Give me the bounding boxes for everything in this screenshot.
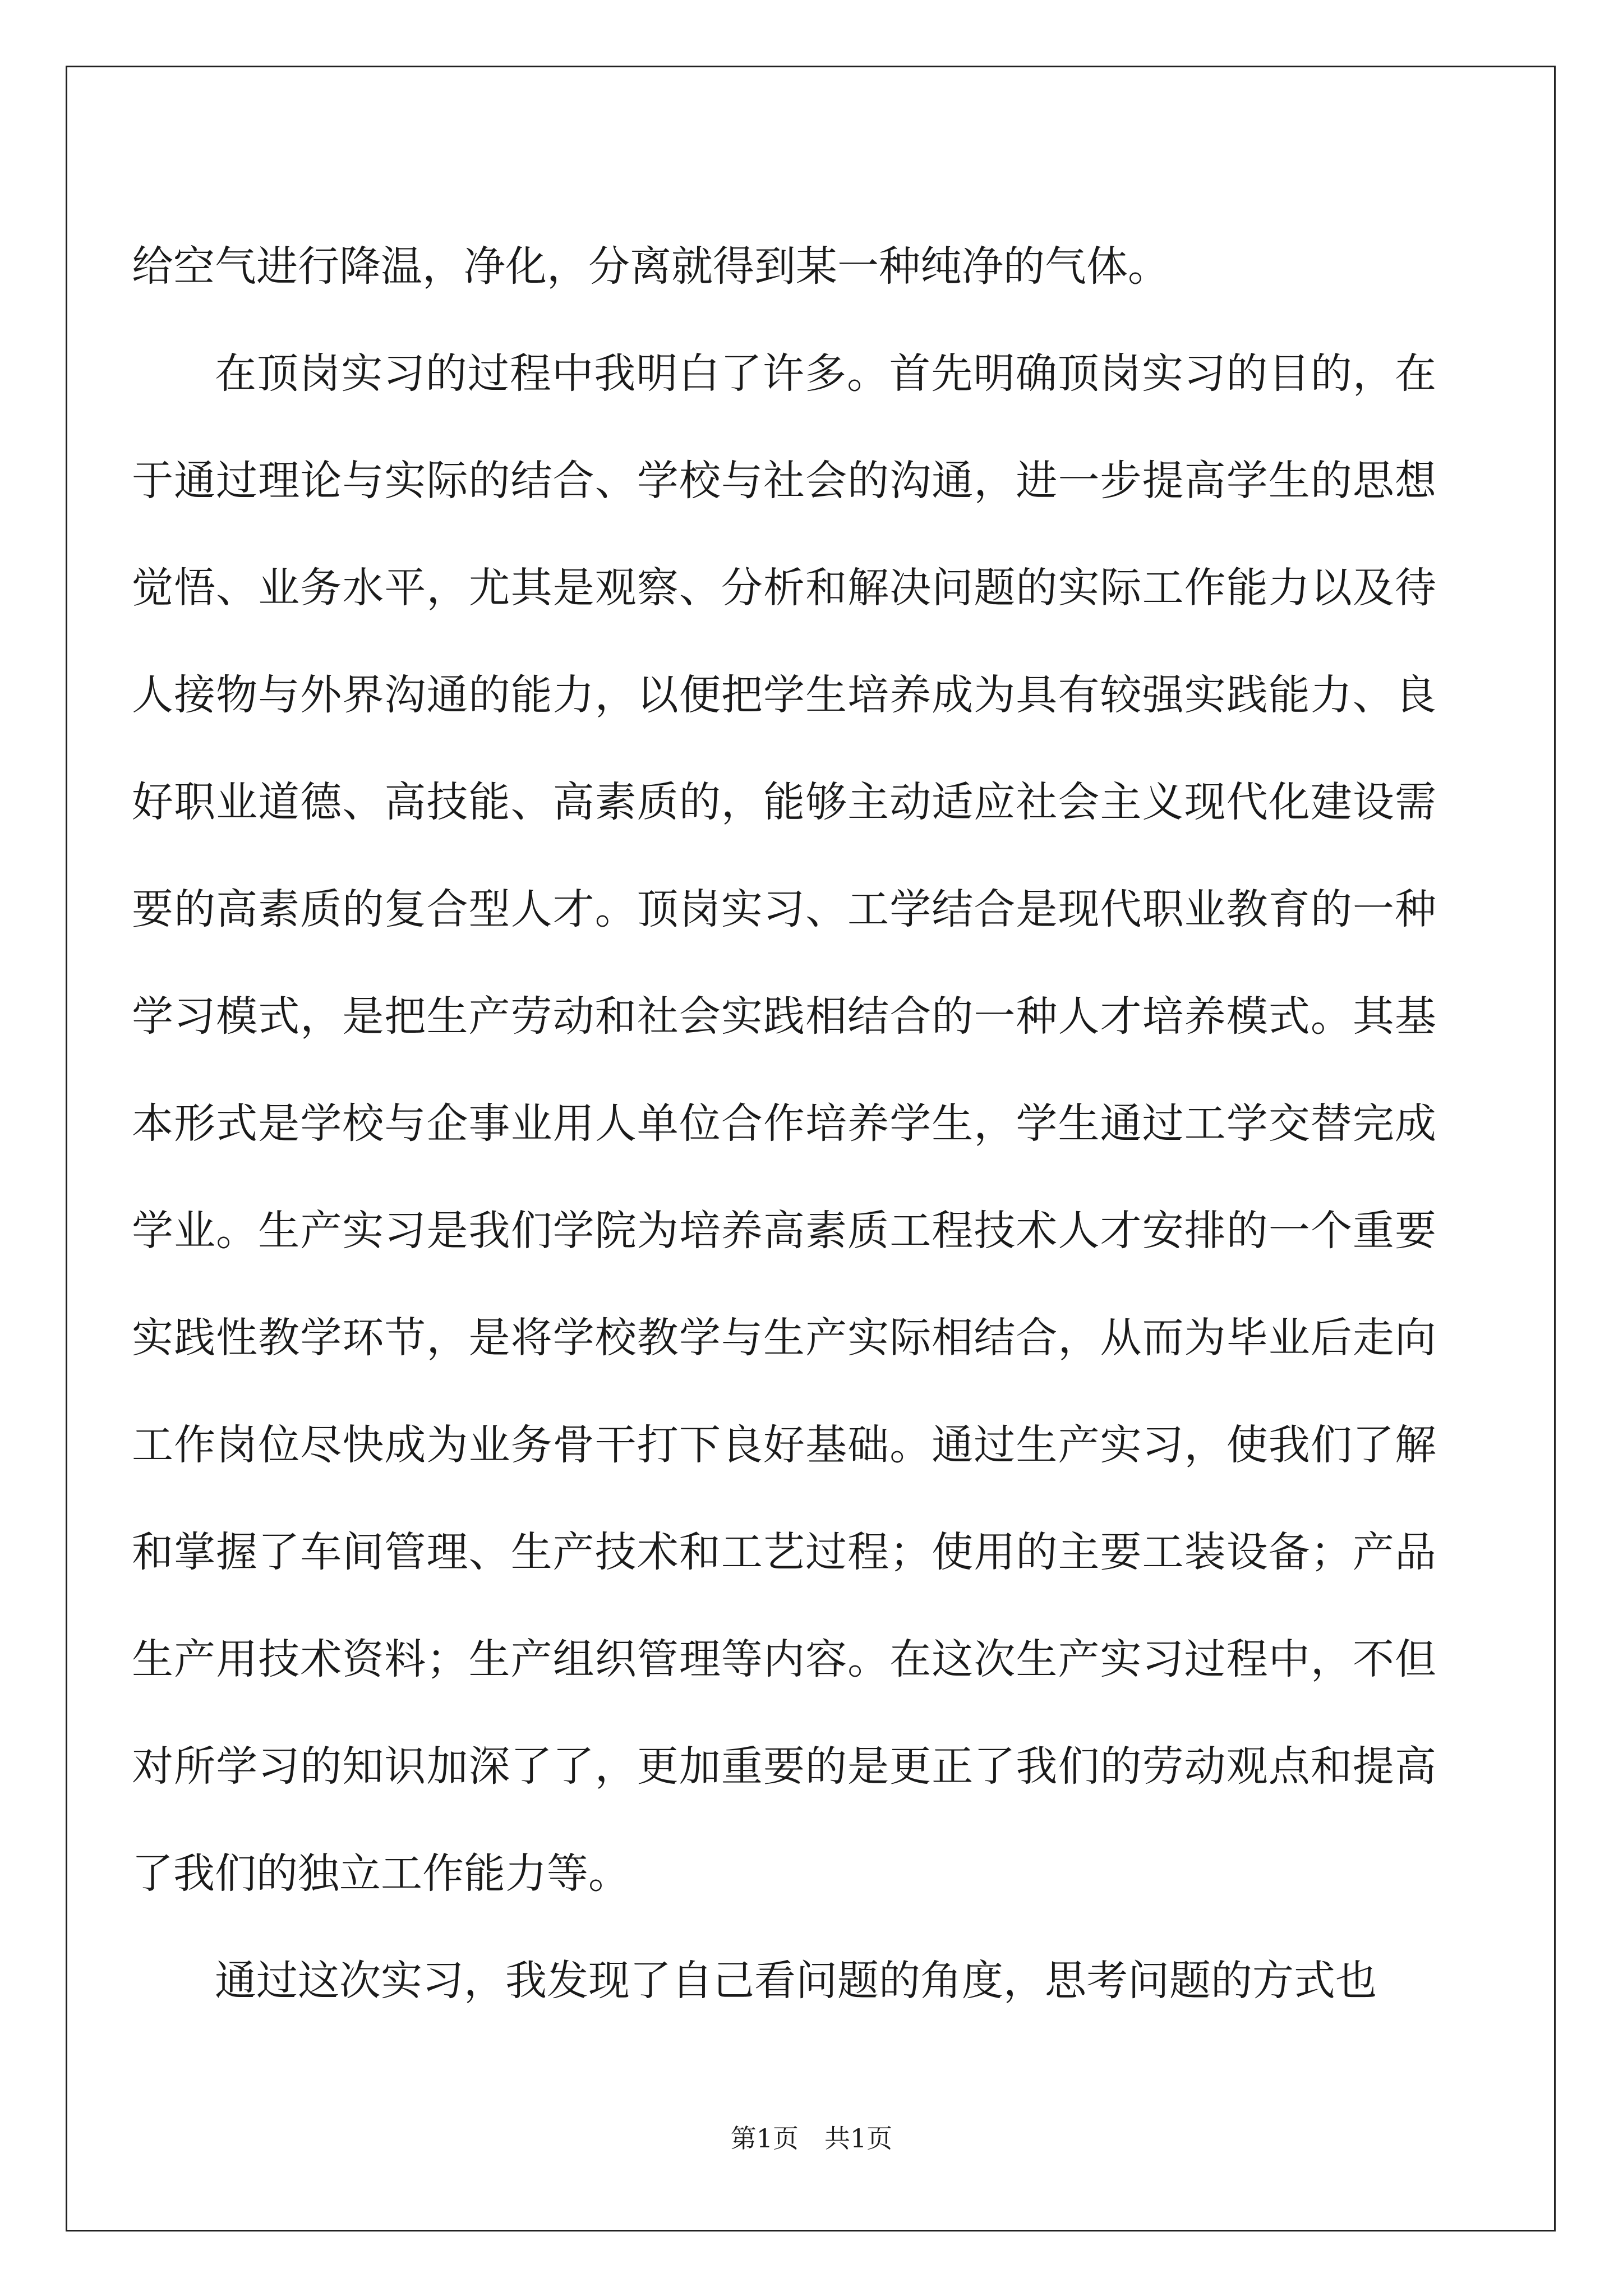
paragraph-2: 在顶岗实习的过程中我明白了许多。首先明确顶岗实习的目的，在于通过理论与实际的结合、学校与社会的沟通，进一步提高学生的思想觉悟、业务水平，尤其是观察、分析和解决问题的实际工作能力以及待人接物与外界沟通的能力，以便把学生培养成为具有较强实践能力、良好职业道德、高技能、高素质的，能够主动适应社会主义现代化建设需要的高素质的复合型人才。顶岗实习、工学结合是现代职业教育的一种学习模式，是把生产劳动和社会实践相结合的一种人才培养模式。其基本形式是学校与企事业用人单位合作培养学生，学生通过工学交替完成学业。生产实习是我们学院为培养高素质工程技术人才安排的一个重要实践性教学环节，是将学校教学与生产实际相结合，从而为毕业后走向工作岗位尽快成为业务骨干打下良好基础。通过生产实习，使我们了解和掌握了车间管理、生产技术和工艺过程；使用的主要工装设备；产品生产用技术资料；生产组织管理等内容。在这次生产实习过程中，不但对所学习的知识加深了了，更加重要的是更正了我们的劳动观点和提高了我们的独立工作能力等。 (132, 349, 1436, 1898)
paragraph-3: 通过这次实习，我发现了自己看问题的角度，思考问题的方式也 (215, 1957, 1377, 2005)
document-body (132, 213, 1436, 2035)
page-number-footer: 第1页 共1页 (730, 2123, 893, 2154)
paragraph-1: 给空气进行降温，净化，分离就得到某一种纯净的气体。 (132, 242, 1169, 291)
